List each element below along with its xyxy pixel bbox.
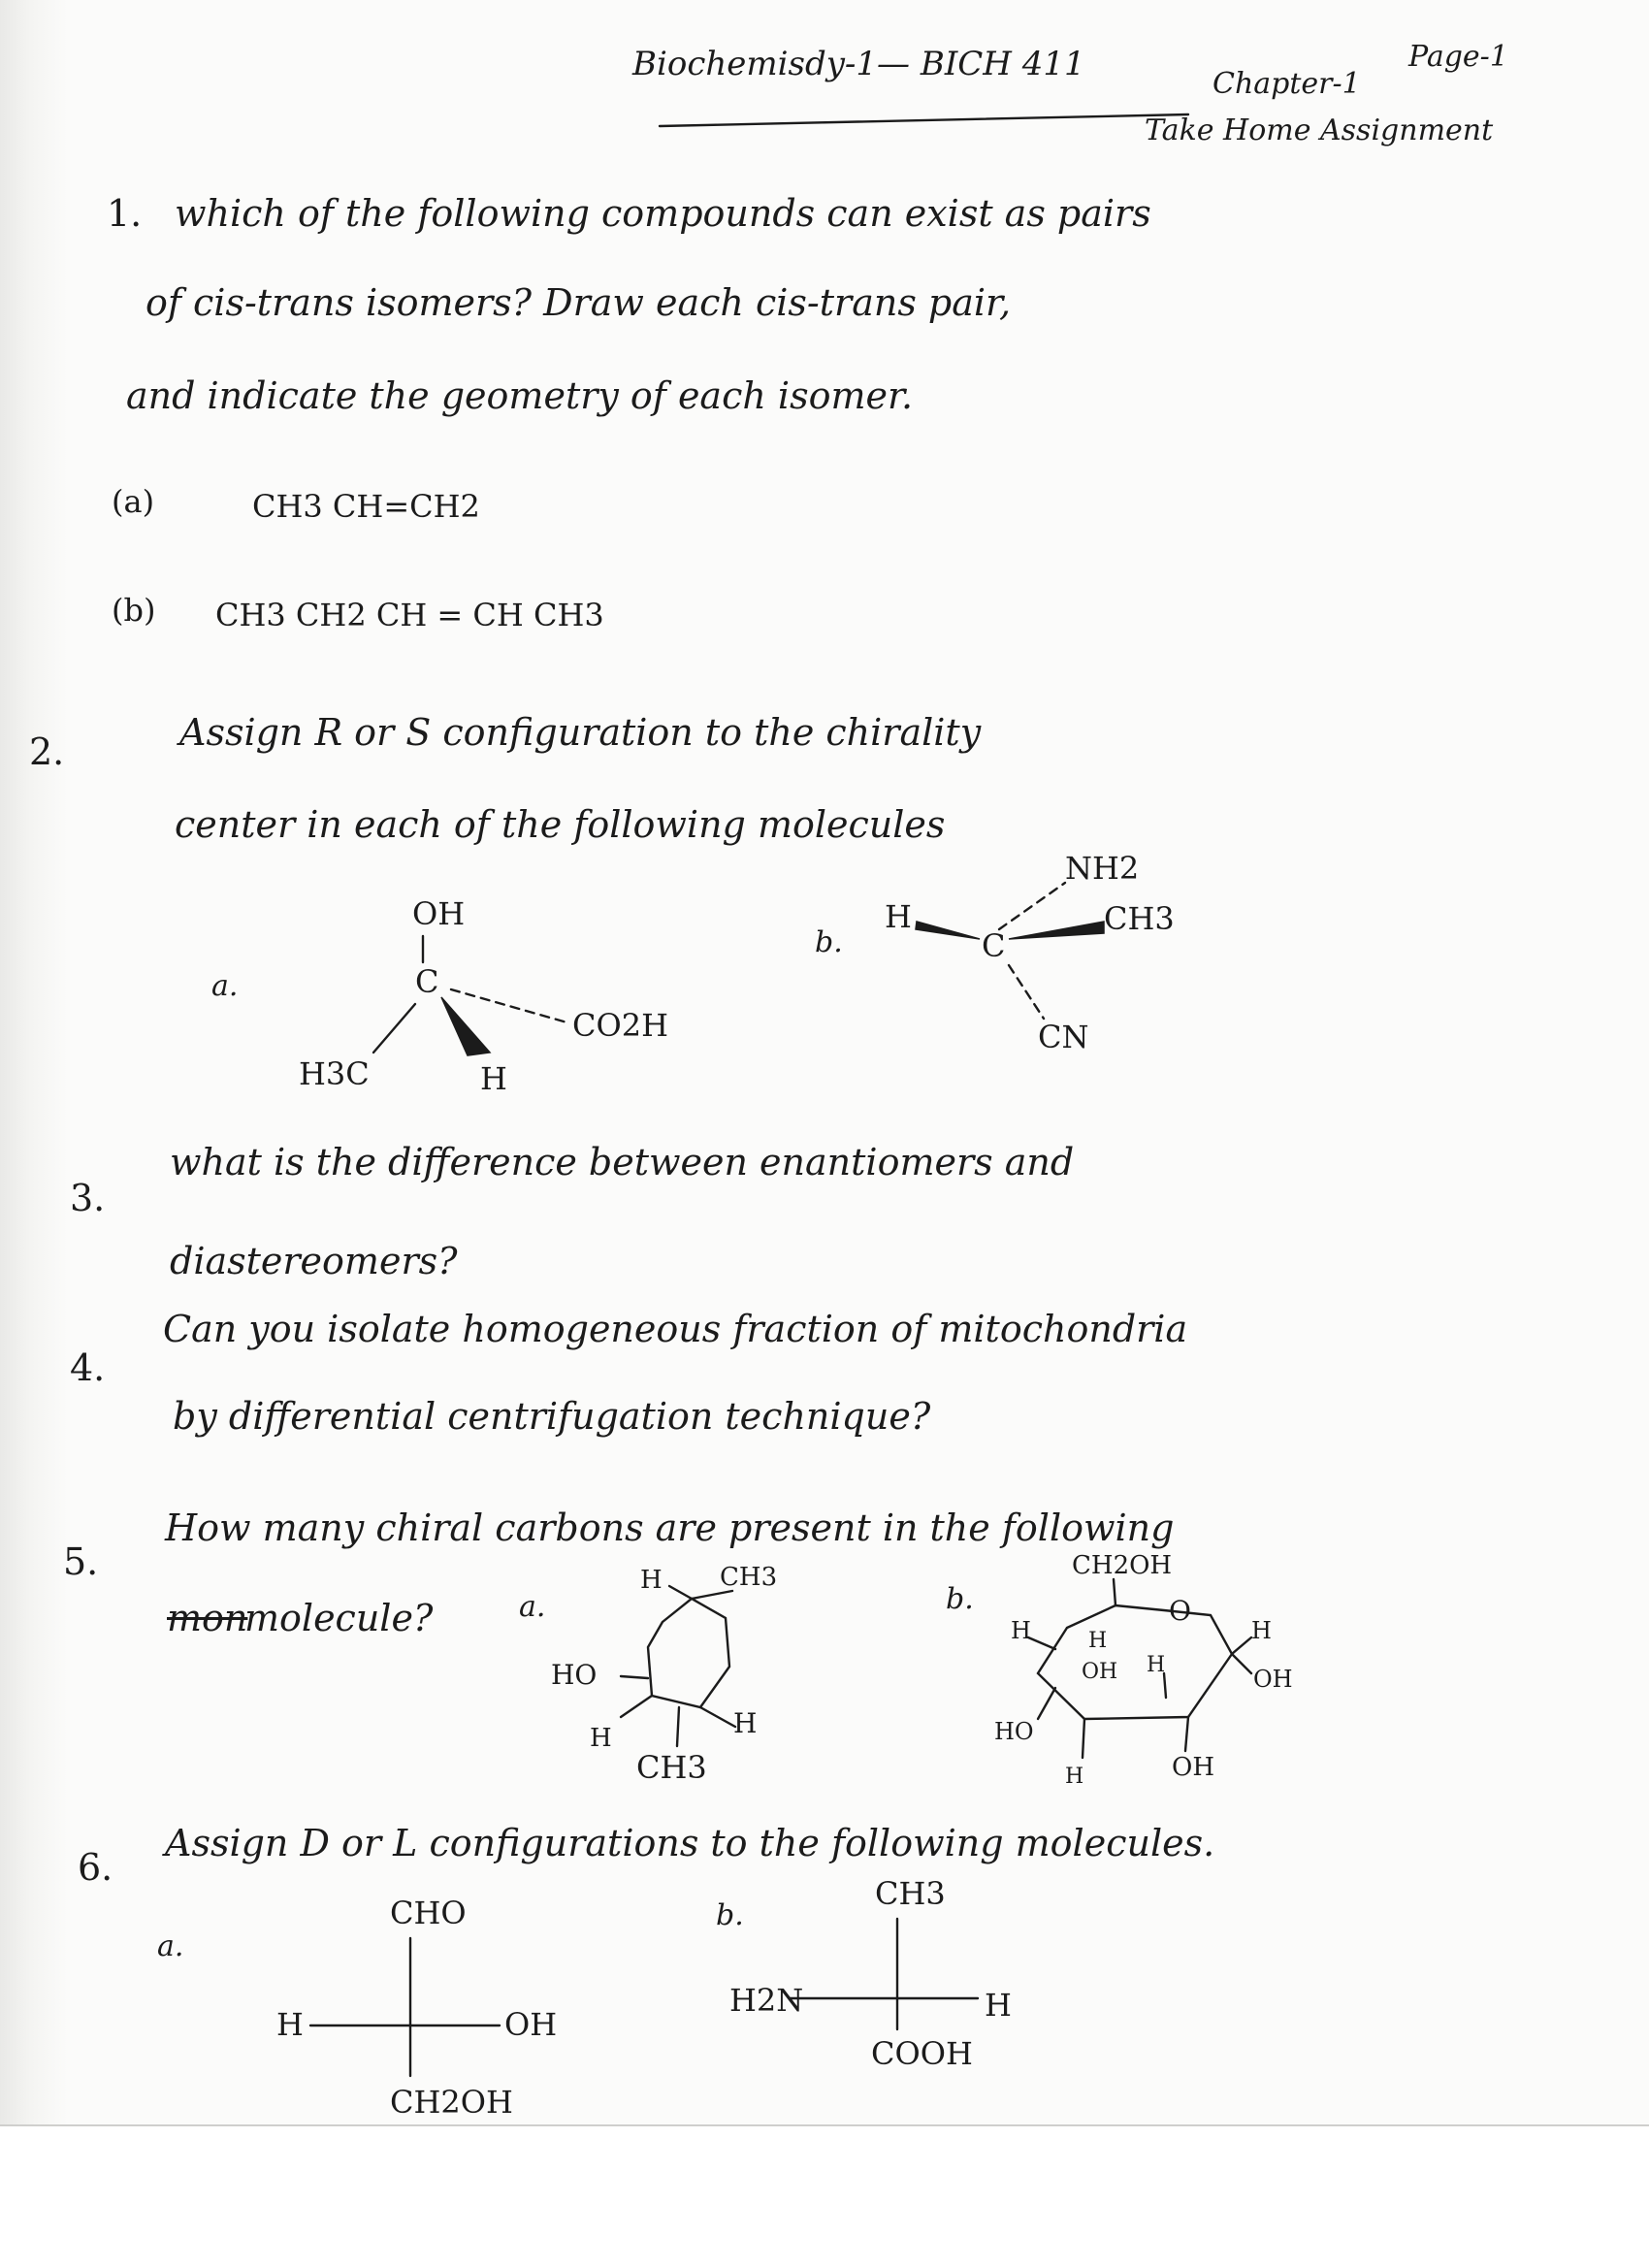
q2a-label: a. <box>211 969 239 1003</box>
q5b-h-mid: H <box>1147 1653 1166 1677</box>
q4-number: 4. <box>70 1346 106 1389</box>
q6a-bottom: CH2OH <box>390 2084 513 2121</box>
q5b-bond-ch2oh <box>1114 1579 1116 1605</box>
q2a-bond-co2h-dashed <box>451 989 570 1023</box>
q3-text-line1: what is the difference between enantiomers and <box>170 1141 1075 1183</box>
q5a-bond-ch3-bottom <box>677 1707 679 1746</box>
q5-struck-word: mon <box>167 1597 248 1639</box>
q6b-top: CH3 <box>875 1875 946 1912</box>
q5b-label: b. <box>946 1582 974 1616</box>
q5b-ch2oh: CH2OH <box>1072 1551 1173 1580</box>
q2b-bond-ch3-wedge <box>1009 922 1104 939</box>
q1-b-label: (b) <box>112 592 156 629</box>
q5-text-line2: molecule? <box>244 1597 434 1639</box>
q1-text-line3: and indicate the geometry of each isomer. <box>126 374 914 417</box>
q2a-co2h: CO2H <box>572 1007 668 1044</box>
q2b-bond-nh2-dashed <box>999 883 1065 929</box>
q5b-h-left: H <box>1011 1617 1031 1644</box>
q3-number: 3. <box>70 1177 106 1219</box>
q5b-oh-inner: OH <box>1082 1660 1118 1684</box>
q5a-ring <box>648 1599 729 1707</box>
q5b-h-bottom: H <box>1065 1765 1084 1789</box>
q2b-cn: CN <box>1038 1019 1089 1055</box>
q2a-h: H <box>480 1060 507 1097</box>
q6b-left: H2N <box>729 1982 804 2019</box>
q5b-bond-h-left <box>1028 1637 1055 1649</box>
q5b-bond-ho <box>1038 1688 1055 1719</box>
q2b-nh2: NH2 <box>1065 850 1140 887</box>
q2b-ch3: CH3 <box>1104 900 1175 937</box>
q6b-bottom: COOH <box>871 2035 973 2072</box>
q5a-bond-ho <box>621 1676 648 1678</box>
q5b-ho: HO <box>994 1718 1034 1745</box>
q5b-h-inner: H <box>1088 1629 1108 1653</box>
q1-text-line2: of cis-trans isomers? Draw each cis-trans pair, <box>146 281 1012 324</box>
page-number: Page-1 <box>1408 40 1508 74</box>
q6a-top: CHO <box>390 1895 467 1931</box>
q2b-bond-cn-dashed <box>1009 965 1044 1019</box>
q5a-label: a. <box>519 1590 546 1624</box>
q6a-right: OH <box>504 2006 558 2043</box>
q6a-left: H <box>276 2006 304 2043</box>
q5b-oh-bottom: OH <box>1172 1753 1214 1782</box>
q2a-h3c: H3C <box>299 1055 370 1092</box>
title-underline <box>660 114 1188 126</box>
q5b-bond-oh-right <box>1232 1654 1251 1673</box>
q5b-bond-h-bottom <box>1083 1719 1084 1758</box>
q2a-bond-h-wedge <box>441 997 490 1055</box>
chapter-label: Chapter-1 <box>1212 67 1361 101</box>
q1-number: 1. <box>107 192 143 235</box>
q4-text-line1: Can you isolate homogeneous fraction of mitochondria <box>163 1308 1188 1350</box>
scan-edge-shadow <box>0 0 68 2129</box>
q2a-carbon: C <box>415 963 439 1000</box>
q2b-h: H <box>885 898 912 935</box>
q2b-carbon: C <box>982 927 1006 964</box>
q2b-bond-h-wedge <box>916 922 980 939</box>
q5b-ring-o: O <box>1169 1595 1191 1627</box>
q5a-ch3-bottom: CH3 <box>636 1749 707 1786</box>
q5a-h-top: H <box>640 1566 663 1595</box>
q6a-label: a. <box>157 1929 184 1963</box>
q5a-ho: HO <box>551 1659 598 1691</box>
q5a-bond-h-top <box>669 1586 692 1599</box>
q2a-oh: OH <box>412 895 466 932</box>
q5b-bond-h-right <box>1232 1637 1251 1654</box>
q5b-ring <box>1038 1605 1232 1719</box>
q5a-ch3-top: CH3 <box>720 1563 778 1592</box>
q5a-bond-ch3-top <box>692 1591 732 1599</box>
q1-a-label: (a) <box>112 483 155 520</box>
q5a-bond-h-left <box>621 1696 652 1717</box>
q5a-bond-h-right <box>700 1707 735 1727</box>
q4-text-line2: by differential centrifugation technique? <box>173 1395 931 1438</box>
scan-bottom-margin <box>0 2124 1649 2268</box>
q5b-bond-oh-bottom <box>1185 1717 1188 1751</box>
q1-a-formula: CH3 CH=CH2 <box>252 488 480 525</box>
q2-text-line1: Assign R or S configuration to the chirality <box>179 711 982 754</box>
assignment-label: Take Home Assignment <box>1145 113 1494 147</box>
q2-text-line2: center in each of the following molecules <box>175 803 946 846</box>
q5a-h-right: H <box>733 1707 758 1739</box>
q2-number: 2. <box>29 730 65 773</box>
q6-number: 6. <box>78 1846 113 1889</box>
q3-text-line2: diastereomers? <box>170 1240 458 1282</box>
q5a-h-left: H <box>590 1724 612 1753</box>
q5-text-line1: How many chiral carbons are present in the following <box>165 1507 1175 1549</box>
q6b-right: H <box>985 1987 1012 2024</box>
q6b-label: b. <box>716 1898 744 1932</box>
q1-b-formula: CH3 CH2 CH = CH CH3 <box>215 597 604 633</box>
q2b-label: b. <box>815 925 843 959</box>
course-title: Biochemisdy-1— BICH 411 <box>632 45 1085 83</box>
q5b-oh-right: OH <box>1253 1666 1293 1693</box>
q6-text-line1: Assign D or L configurations to the following molecules. <box>165 1822 1215 1864</box>
q2a-bond-h3c <box>373 1004 415 1053</box>
q5b-h-right: H <box>1251 1617 1272 1644</box>
q1-text-line1: which of the following compounds can exist as pairs <box>175 192 1151 235</box>
q5-number: 5. <box>63 1540 99 1583</box>
